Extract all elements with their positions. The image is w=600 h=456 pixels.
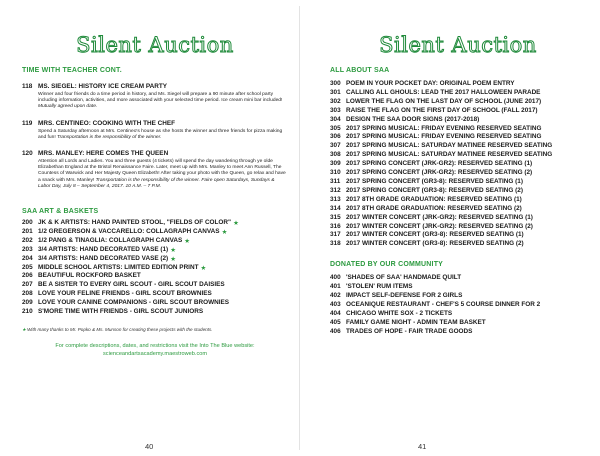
auction-item <box>330 205 586 214</box>
item-number: 404 <box>330 309 341 317</box>
item-number: 200 <box>22 219 33 227</box>
item-name: IMPACT SELF-DEFENSE FOR 2 GIRLS <box>346 292 463 300</box>
item-name: POEM IN YOUR POCKET DAY: ORIGINAL POEM ENTRY <box>346 80 515 87</box>
item-number: 307 <box>330 142 341 150</box>
auction-entry <box>22 119 288 141</box>
auction-item <box>330 187 586 196</box>
item-number: 310 <box>330 169 341 177</box>
entry-description-text: Spend a Saturday afternoon at Mrs. Centineo's house as she hosts the winner and three friends for pizza making and fun! <box>38 128 283 140</box>
footer-website: scienceandartsacademy.maestroweb.com <box>102 351 208 357</box>
star-icon: ★ <box>170 245 176 254</box>
item-number: 312 <box>330 186 341 194</box>
auction-item <box>330 80 586 89</box>
item-number: 204 <box>22 254 33 262</box>
item-name: 2017 SPRING CONCERT (JRK-GR2): RESERVED SEATING (1) <box>346 160 533 168</box>
auction-item <box>22 272 288 281</box>
item-name: 3/4 ARTISTS: HAND DECORATED VASE (2) <box>38 254 169 262</box>
item-number: 304 <box>330 115 341 123</box>
page-number-left: 40 <box>145 442 154 451</box>
art-baskets-list <box>22 219 288 317</box>
item-number: 402 <box>330 292 341 300</box>
auction-item <box>330 151 586 160</box>
item-number: 207 <box>22 281 33 289</box>
right-page <box>302 0 600 456</box>
auction-item <box>330 310 586 319</box>
auction-item <box>330 240 586 249</box>
item-name: 2017 SPRING MUSICAL: FRIDAY EVENING RESERVED SEATING <box>346 133 542 141</box>
entry-body <box>38 149 288 190</box>
item-name: LOVE YOUR FELINE FRIENDS - GIRL SCOUT BROWNIES <box>38 290 212 298</box>
item-number: 202 <box>22 236 33 244</box>
entry-description-note: Transportation is the responsibility of the winner. <box>57 134 162 140</box>
item-name: 2017 8TH GRADE GRADUATION: RESERVED SEATING (2) <box>346 204 522 212</box>
section-title-all-about-saa: ALL ABOUT SAA <box>330 67 390 74</box>
auction-item <box>330 328 586 337</box>
auction-item <box>22 264 288 273</box>
entry-number: 118 <box>22 83 33 90</box>
item-number: 308 <box>330 151 341 159</box>
item-name: 2017 SPRING MUSICAL: FRIDAY EVENING RESERVED SEATING <box>346 124 542 132</box>
item-number: 302 <box>330 97 341 105</box>
item-name: S'MORE TIME WITH FRIENDS - GIRL SCOUT JUNIORS <box>38 308 204 316</box>
auction-item <box>330 274 586 283</box>
item-name: LOWER THE FLAG ON THE LAST DAY OF SCHOOL (JUNE 2017) <box>346 97 542 105</box>
item-name: TRADES OF HOPE - FAIR TRADE GOODS <box>346 327 473 335</box>
item-name: MIDDLE SCHOOL ARTISTS: LIMITED EDITION PRINT <box>38 263 199 271</box>
item-number: 208 <box>22 290 33 298</box>
item-number: 317 <box>330 231 341 239</box>
entry-title: MRS. MANLEY: HERE COMES THE QUEEN <box>38 150 169 158</box>
item-name: 2017 SPRING CONCERT (GR3-8): RESERVED SEATING (2) <box>346 186 523 194</box>
item-number: 400 <box>330 274 341 282</box>
section-title-time-with-teacher: TIME WITH TEACHER CONT. <box>22 67 122 74</box>
donated-list <box>330 274 586 336</box>
item-number: 305 <box>330 124 341 132</box>
entry-number: 119 <box>22 119 33 127</box>
auction-item <box>330 301 586 310</box>
item-number: 203 <box>22 245 33 253</box>
auction-item <box>22 246 288 255</box>
item-name: 2017 SPRING MUSICAL: SATURDAY MATINEE RESERVED SEATING <box>346 151 553 159</box>
footer-note <box>22 342 288 358</box>
item-name: 1/2 GREGERSON & VACCARELLO: COLLAGRAPH CANVAS <box>38 227 220 235</box>
item-name: CALLING ALL GHOULS: LEAD THE 2017 HALLOWEEN PARADE <box>346 88 541 96</box>
auction-item <box>22 237 288 246</box>
auction-item <box>330 169 586 178</box>
auction-item <box>330 116 586 125</box>
entry-description-note: Mutually agreed upon date. <box>38 104 98 110</box>
item-number: 405 <box>330 318 341 326</box>
auction-item <box>330 283 586 292</box>
item-name: RAISE THE FLAG ON THE FIRST DAY OF SCHOOL (FALL 2017) <box>346 106 538 114</box>
auction-item <box>330 133 586 142</box>
entry-description-text: Attention all Lords and Ladies. You and three guests (4 tickets) will spend the day wandering through ye olde Elizabethan England at the Bristol Renaissance Faire. Later, meet up with Mrs. Manley to meet Ann Russell, The Countess of Warwick and Her Majesty Queen Elizabeth! After taking your photo with the Queen, go relax and have a snack with Mrs. Manley! <box>38 159 286 183</box>
auction-item <box>330 178 586 187</box>
item-number: 306 <box>330 133 341 141</box>
item-name: OCEANIQUE RESTAURANT - CHEF'S 5 COURSE DINNER FOR 2 <box>346 300 541 308</box>
item-number: 210 <box>22 308 33 316</box>
entry-body <box>38 82 288 111</box>
item-number: 403 <box>330 300 341 308</box>
left-page <box>0 0 298 456</box>
item-name: FAMILY GAME NIGHT - ADMIN TEAM BASKET <box>346 318 486 326</box>
auction-entry <box>22 149 288 190</box>
auction-item <box>330 160 586 169</box>
star-icon: ★ <box>22 327 27 332</box>
entry-title: MRS. CENTINEO: COOKING WITH THE CHEF <box>38 119 176 127</box>
item-number: 401 <box>330 283 341 291</box>
entry-title: MS. SIEGEL: HISTORY ICE CREAM PARTY <box>38 83 168 90</box>
item-number: 309 <box>330 160 341 168</box>
star-icon: ★ <box>233 219 239 228</box>
item-name: 1/2 PANG & TINAGLIA: COLLAGRAPH CANVAS <box>38 236 183 244</box>
item-number: 209 <box>22 299 33 307</box>
item-name: 2017 8TH GRADE GRADUATION: RESERVED SEATING (1) <box>346 195 522 203</box>
item-name: 2017 WINTER CONCERT (JRK-GR2): RESERVED SEATING (2) <box>346 222 533 230</box>
auction-item <box>22 290 288 299</box>
entry-description-note: Transportation is the responsibility of the winner. Faire open Saturdays, Sundays & Labor Day, July 8 – September 4, 2017. 10 A.M. – 7 P.M. <box>38 177 275 189</box>
star-icon: ★ <box>200 263 207 272</box>
auction-item <box>330 196 586 205</box>
item-number: 205 <box>22 263 33 271</box>
section-title-art-baskets: SAA ART & BASKETS <box>22 208 99 216</box>
item-name: 2017 SPRING CONCERT (JRK-GR2): RESERVED SEATING (2) <box>346 169 533 177</box>
all-about-saa-list <box>330 80 586 249</box>
item-name: 2017 WINTER CONCERT (GR3-8): RESERVED SEATING (1) <box>346 231 524 239</box>
section-title-donated: DONATED BY OUR COMMUNITY <box>330 261 444 269</box>
entry-description <box>38 159 288 190</box>
item-name: DESIGN THE SAA DOOR SIGNS (2017-2018) <box>346 115 480 123</box>
thanks-note: ★With many thanks to Mr. Popko & Ms. Munson for creating these projects with the students. <box>22 327 213 332</box>
page-number-right: 41 <box>418 442 427 451</box>
item-number: 311 <box>330 177 341 185</box>
page-divider <box>299 6 300 450</box>
auction-item <box>330 107 586 116</box>
item-number: 318 <box>330 240 341 248</box>
auction-item <box>330 125 586 134</box>
teacher-entries <box>22 82 288 190</box>
auction-item <box>22 255 288 264</box>
item-number: 300 <box>330 80 341 87</box>
item-number: 303 <box>330 106 341 114</box>
item-name: BEAUTIFUL ROCKFORD BASKET <box>38 272 141 280</box>
auction-item <box>330 98 586 107</box>
item-name: 2017 WINTER CONCERT (JRK-GR2): RESERVED SEATING (1) <box>346 213 533 221</box>
item-number: 316 <box>330 222 341 230</box>
entry-description <box>38 92 288 111</box>
item-name: BE A SISTER TO EVERY GIRL SCOUT - GIRL SCOUT DAISIES <box>38 281 225 289</box>
item-name: CHICAGO WHITE SOX - 2 TICKETS <box>346 309 453 317</box>
auction-item <box>22 219 288 228</box>
auction-item <box>330 223 586 232</box>
item-name: 'STOLEN' RUM ITEMS <box>346 283 413 291</box>
auction-item <box>330 214 586 223</box>
star-icon: ★ <box>221 227 228 236</box>
footer-line: For complete descriptions, dates, and restrictions visit the Into The Blue website: <box>55 343 255 349</box>
item-number: 314 <box>330 204 341 212</box>
item-name: 2017 WINTER CONCERT (GR3-8): RESERVED SEATING (2) <box>346 240 524 248</box>
item-name: 'SHADES OF SAA' HANDMADE QUILT <box>346 274 462 282</box>
entry-description-text: Winner and four friends do a time period in history, and Ms. Siegel will prepare a 90 minute after school party including information, activities, and more associated with your selected time period. Ice cream mini bar included! <box>38 92 283 104</box>
item-number: 315 <box>330 213 341 221</box>
auction-item <box>330 292 586 301</box>
entry-description <box>38 129 288 141</box>
item-name: 2017 SPRING MUSICAL: SATURDAY MATINEE RESERVED SEATING <box>346 142 553 150</box>
auction-entry <box>22 82 288 111</box>
entry-body <box>38 119 288 141</box>
auction-item <box>22 308 288 317</box>
item-name: LOVE YOUR CANINE COMPANIONS - GIRL SCOUT BROWNIES <box>38 299 230 307</box>
auction-item <box>330 142 586 151</box>
entry-number: 120 <box>22 150 33 158</box>
auction-item <box>22 299 288 308</box>
right-banner-title: Silent Auction <box>379 33 537 57</box>
item-number: 406 <box>330 327 341 335</box>
item-number: 313 <box>330 195 341 203</box>
star-icon: ★ <box>170 254 176 263</box>
auction-item <box>330 319 586 328</box>
item-number: 301 <box>330 88 341 96</box>
auction-item <box>330 89 586 98</box>
item-number: 206 <box>22 272 33 280</box>
auction-item <box>22 228 288 237</box>
auction-item <box>330 231 586 240</box>
star-icon: ★ <box>184 236 190 245</box>
item-name: 2017 SPRING CONCERT (GR3-8): RESERVED SEATING (1) <box>346 177 523 185</box>
item-name: 3/4 ARTISTS: HAND DECORATED VASE (1) <box>38 245 169 253</box>
item-number: 201 <box>22 227 33 235</box>
left-banner-title: Silent Auction <box>76 33 234 57</box>
auction-item <box>22 281 288 290</box>
item-name: JK & K ARTISTS: HAND PAINTED STOOL, "FIELDS OF COLOR" <box>38 219 232 227</box>
